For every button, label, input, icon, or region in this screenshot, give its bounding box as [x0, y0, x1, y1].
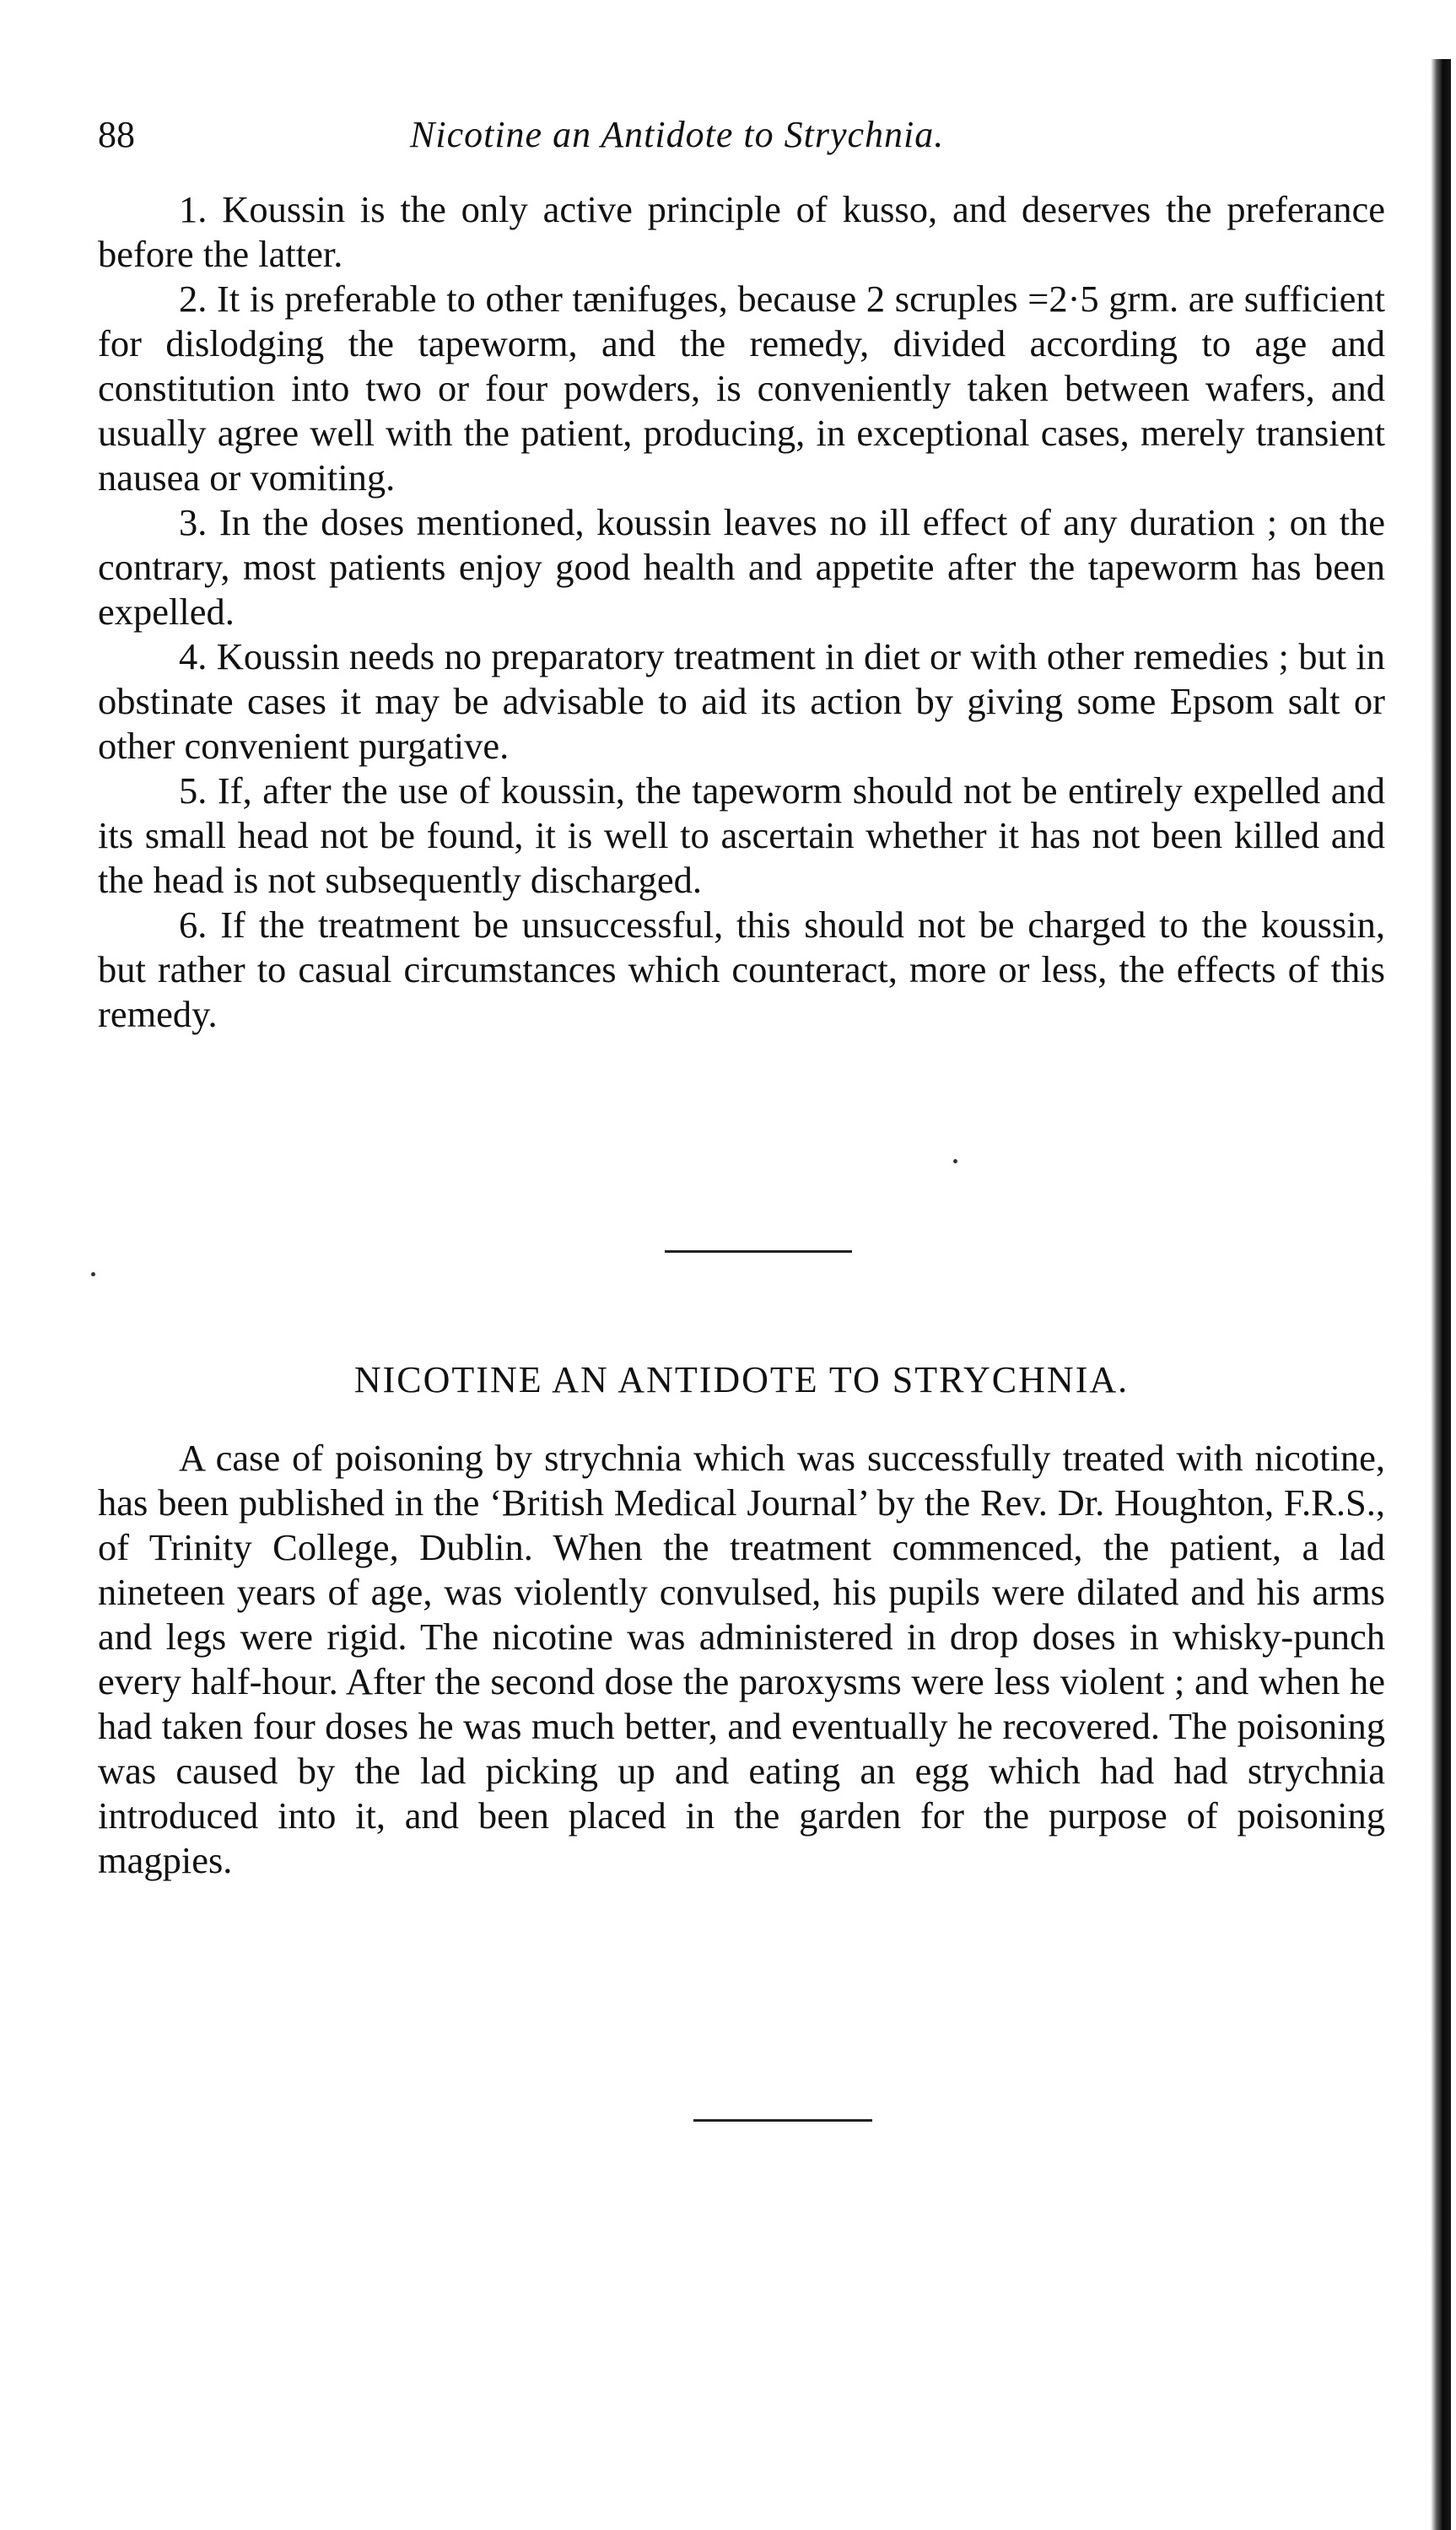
- list-item-4: 4. Koussin needs no preparatory treatment in diet or with other remedies ; but in obstinate cases it may be advisable to aid its action by giving some Epsom salt or other convenient purgative.: [98, 635, 1385, 767]
- running-title: Nicotine an Antidote to Strychnia.: [410, 114, 945, 155]
- print-speck: [953, 1159, 957, 1163]
- list-item-1: 1. Koussin is the only active principle of kusso, and deserves the preferance before the latter.: [98, 188, 1385, 275]
- section-body: [98, 1436, 1385, 1883]
- body-paragraph: A case of poisoning by strychnia which was successfully treated with nicotine, has been published in the ‘British Medical Journal’ by the Rev. Dr. Houghton, F.R.S., of Trinity College, Dublin. When the treatment commenced, the patient, a lad nineteen years of age, was violently convulsed, his pupils were dilated and his arms and legs were rigid. The nicotine was administered in drop doses in whisky-punch every half-hour. After the second dose the paroxysms were less violent ; and when he had taken four doses he was much better, and eventually he recovered. The poisoning was caused by the lad picking up and eating an egg which had had strychnia introduced into it, and been placed in the garden for the purpose of poisoning magpies.: [98, 1437, 1385, 1881]
- book-binding-edge: [1431, 59, 1451, 2530]
- list-item-3: 3. In the doses mentioned, koussin leaves no ill effect of any duration ; on the contrary, most patients enjoy good health and appetite after the tapeworm has been expelled.: [98, 501, 1385, 633]
- list-item-5: 5. If, after the use of koussin, the tapeworm should not be entirely expelled and its small head not be found, it is well to ascertain whether it has not been killed and the head is not subsequently discharged.: [98, 769, 1385, 901]
- list-item-2: 2. It is preferable to other tænifuges, because 2 scruples =2·5 grm. are sufficient for dislodging the tapeworm, and the remedy, divided according to age and constitution into two or four powders, is conveniently taken between wafers, and usually agree well with the patient, producing, in exceptional cases, merely transient nausea or vomiting.: [98, 278, 1385, 499]
- end-divider-rule: [693, 2119, 872, 2122]
- list-item-6: 6. If the treatment be unsuccessful, this should not be charged to the koussin, but rather to casual circumstances which counteract, more or less, the effects of this remedy.: [98, 904, 1385, 1035]
- page-header: [98, 108, 1363, 162]
- section-divider-rule: [665, 1250, 852, 1253]
- section-heading: NICOTINE AN ANTIDOTE TO STRYCHNIA.: [353, 1359, 1130, 1400]
- page-number: 88: [98, 114, 135, 155]
- print-speck: [91, 1272, 95, 1276]
- numbered-list: [98, 187, 1385, 1037]
